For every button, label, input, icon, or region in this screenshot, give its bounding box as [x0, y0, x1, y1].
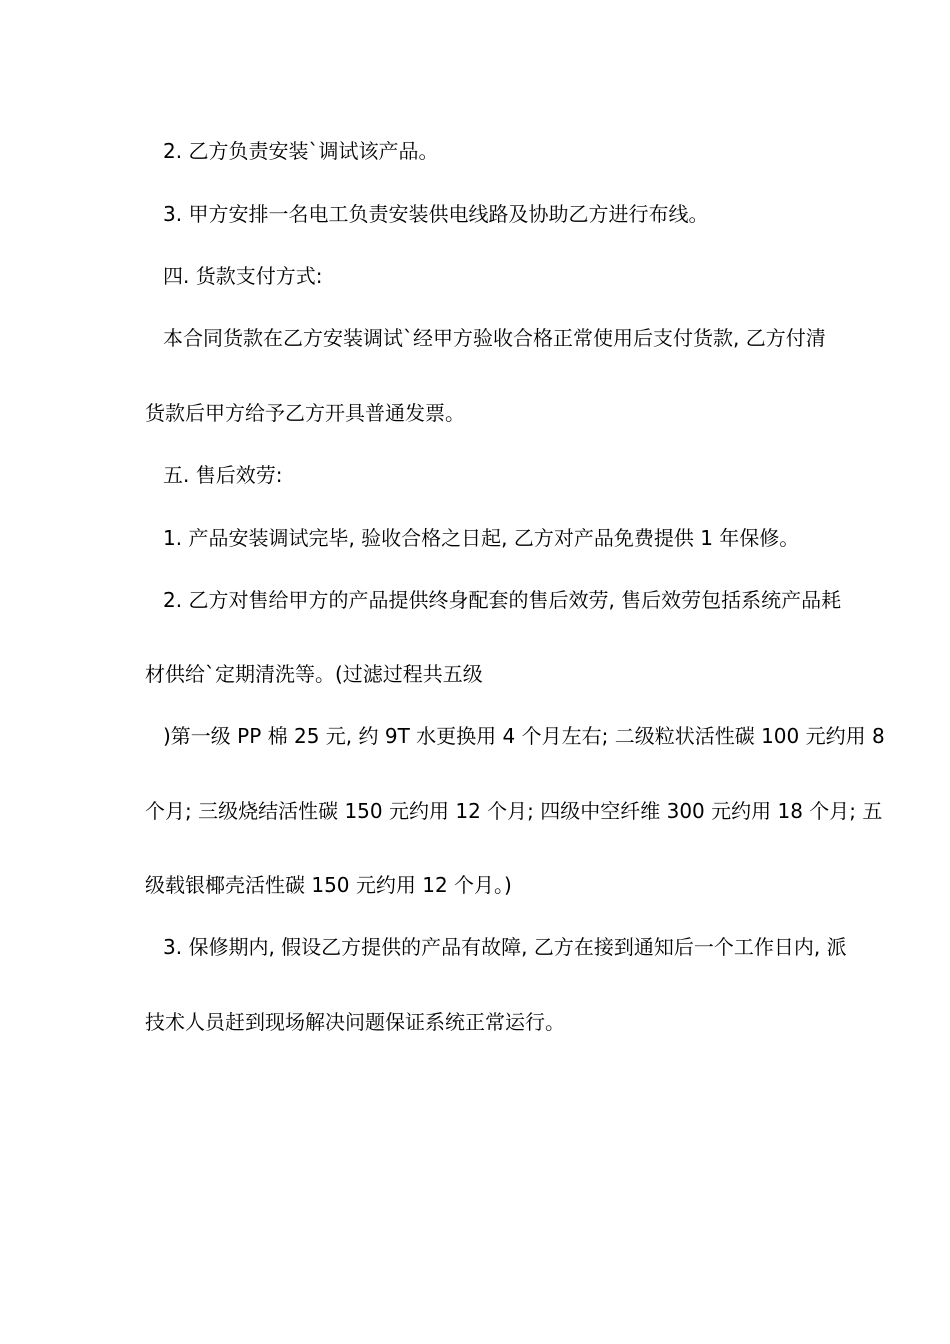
after-sales-clause-3-line-2: 技术人员赶到现场解决问题保证系统正常运行。: [145, 1010, 565, 1034]
filter-stages-line-1: )第一级 PP 棉 25 元, 约 9T 水更换用 4 个月左右; 二级粒状活性碳 100 元约用 8: [163, 724, 885, 748]
payment-paragraph-line-1: 本合同货款在乙方安装调试`经甲方验收合格正常使用后支付货款, 乙方付清: [163, 326, 826, 350]
filter-stages-line-2: 个月; 三级烧结活性碳 150 元约用 12 个月; 四级中空纤维 300 元约用 18 个月; 五: [145, 799, 883, 823]
after-sales-clause-2-line-1: 2. 乙方对售给甲方的产品提供终身配套的售后效劳, 售后效劳包括系统产品耗: [163, 588, 842, 612]
after-sales-clause-3-line-1: 3. 保修期内, 假设乙方提供的产品有故障, 乙方在接到通知后一个工作日内, 派: [163, 935, 847, 959]
section-heading-after-sales: 五. 售后效劳:: [163, 463, 283, 487]
payment-paragraph-line-2: 货款后甲方给予乙方开具普通发票。: [145, 401, 465, 425]
section-heading-payment: 四. 货款支付方式:: [163, 264, 323, 288]
filter-stages-line-3: 级载银椰壳活性碳 150 元约用 12 个月。): [145, 873, 512, 897]
after-sales-clause-2-line-2: 材供给`定期清洗等。(过滤过程共五级: [145, 662, 483, 686]
clause-3-electrician: 3. 甲方安排一名电工负责安装供电线路及协助乙方进行布线。: [163, 202, 709, 226]
after-sales-clause-1: 1. 产品安装调试完毕, 验收合格之日起, 乙方对产品免费提供 1 年保修。: [163, 526, 800, 550]
clause-2-install: 2. 乙方负责安装`调试该产品。: [163, 139, 439, 163]
